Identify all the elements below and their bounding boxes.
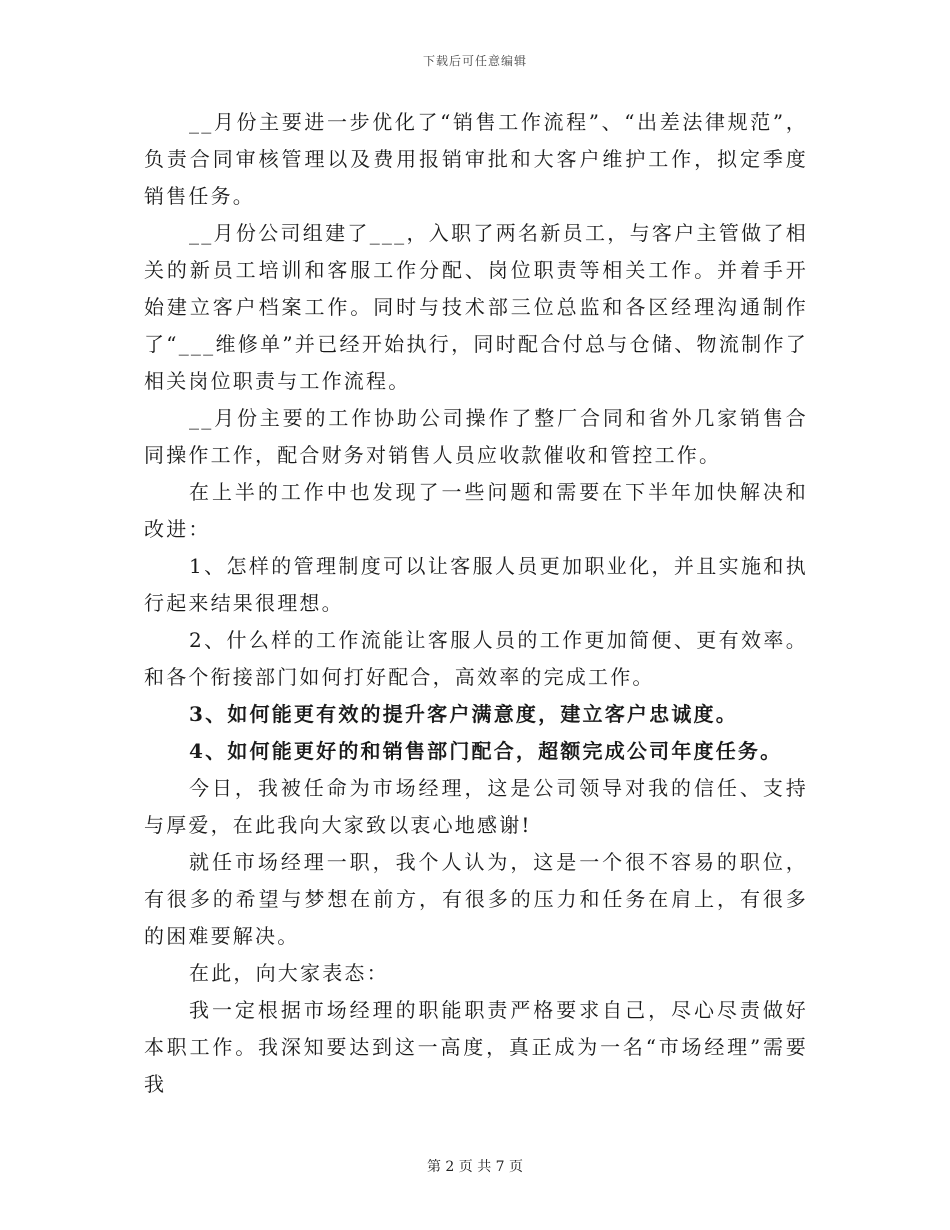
paragraph: 就任市场经理一职，我个人认为，这是一个很不容易的职位，有很多的希望与梦想在前方，有很多的压力和任务在肩上，有很多的困难要解决。 xyxy=(144,850,808,948)
document-body xyxy=(144,104,808,1103)
list-item: 3、如何能更有效的提升客户满意度，建立客户忠诚度。 xyxy=(189,702,738,726)
paragraph: __月份公司组建了___，入职了两名新员工，与客户主管做了相关的新员工培训和客服工作分配、岗位职责等相关工作。并着手开始建立客户档案工作。同时与技术部三位总监和各区经理沟通制作了“___维修单”并已经开始执行，同时配合付总与仓储、物流制作了相关岗位职责与工作流程。 xyxy=(144,221,808,393)
paragraph: __月份主要进一步优化了“销售工作流程”、“出差法律规范”，负责合同审核管理以及费用报销审批和大客户维护工作，拟定季度销售任务。 xyxy=(144,110,808,208)
paragraph: 在上半的工作中也发现了一些问题和需要在下半年加快解决和改进： xyxy=(144,480,808,541)
list-item: 2、什么样的工作流能让客服人员的工作更加简便、更有效率。和各个衔接部门如何打好配合，高效率的完成工作。 xyxy=(144,628,808,689)
list-item: 1、怎样的管理制度可以让客服人员更加职业化，并且实施和执行起来结果很理想。 xyxy=(144,554,808,615)
paragraph: __月份主要的工作协助公司操作了整厂合同和省外几家销售合同操作工作，配合财务对销售人员应收款催收和管控工作。 xyxy=(144,406,808,467)
list-item: 4、如何能更好的和销售部门配合，超额完成公司年度任务。 xyxy=(189,739,783,763)
page-header: 下载后可任意编辑 xyxy=(422,54,527,68)
page-footer: 第 2 页 共 7 页 xyxy=(426,1159,524,1175)
paragraph: 我一定根据市场经理的职能职责严格要求自己，尽心尽责做好本职工作。我深知要达到这一高度，真正成为一名“市场经理”需要我 xyxy=(144,998,808,1096)
paragraph: 在此，向大家表态： xyxy=(189,961,389,985)
paragraph: 今日，我被任命为市场经理，这是公司领导对我的信任、支持与厚爱，在此我向大家致以衷心地感谢! xyxy=(144,776,808,837)
